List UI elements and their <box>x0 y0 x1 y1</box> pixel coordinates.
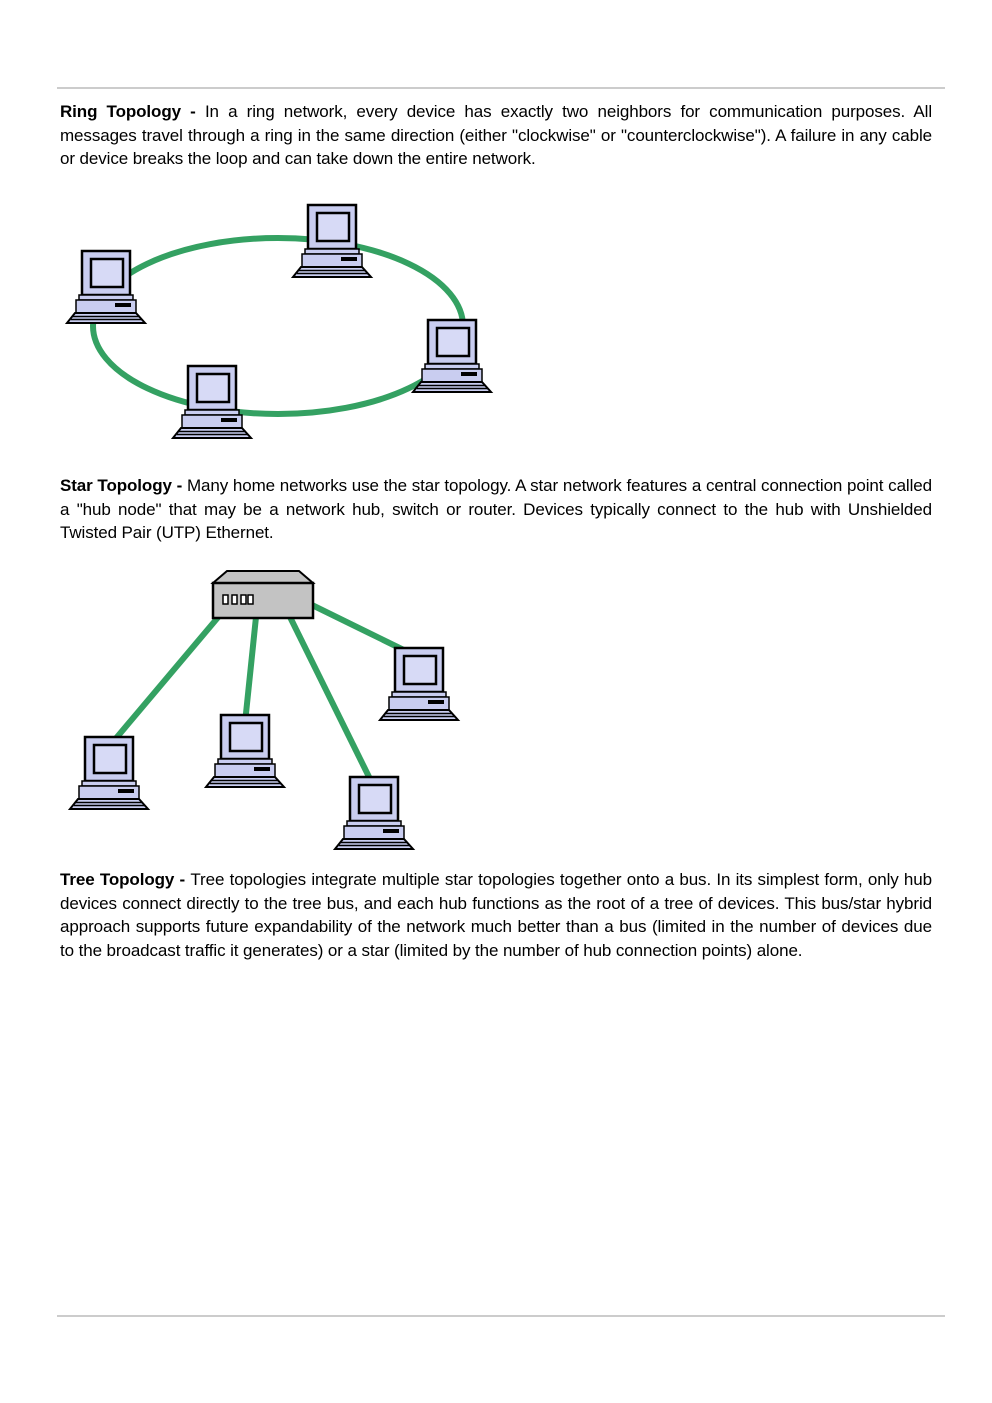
computer-icon <box>335 777 413 849</box>
hub-port <box>232 595 237 604</box>
ring-topology-diagram <box>60 200 500 452</box>
section-ring-topology <box>60 100 932 171</box>
computer-icon <box>67 251 145 323</box>
tree-section-heading: Tree Topology - <box>60 870 191 889</box>
computer-icon <box>70 737 148 809</box>
bottom-horizontal-rule <box>57 1315 945 1317</box>
hub-port <box>248 595 253 604</box>
ring-cable <box>93 238 463 414</box>
cable-line <box>245 617 256 723</box>
top-horizontal-rule <box>57 87 945 89</box>
computer-icon <box>206 715 284 787</box>
star-section-heading: Star Topology - <box>60 476 187 495</box>
ring-section-heading: Ring Topology - <box>60 102 205 121</box>
star-section-body: Many home networks use the star topology. A star network features a central connection point called a "hub node" that may be a network hub, switch or router. Devices typically connect to the hub with Unshielded Twisted Pair (UTP) Ethernet. <box>60 476 932 542</box>
hub-port <box>223 595 228 604</box>
cable-line <box>112 615 220 743</box>
ring-section-body: In a ring network, every device has exactly two neighbors for communication purposes. All messages travel through a ring in the same direction (either "clockwise" or "counterclockwise"). A failure in any cable or device breaks the loop and can take down the entire network. <box>60 102 932 168</box>
section-tree-topology <box>60 868 932 962</box>
star-topology-diagram <box>60 565 480 865</box>
hub-port <box>241 595 246 604</box>
computer-icon <box>413 320 491 392</box>
cable-line <box>290 617 373 785</box>
hub-icon <box>213 571 313 618</box>
computer-icon <box>380 648 458 720</box>
section-star-topology <box>60 474 932 545</box>
tree-section-body: Tree topologies integrate multiple star topologies together onto a bus. In its simplest form, only hub devices connect directly to the tree bus, and each hub functions as the root of a tree of devices. This bus/star hybrid approach supports future expandability of the network much better than a bus (limited in the number of devices due to the broadcast traffic it generates) or a star (limited by the number of hub connection points) alone. <box>60 870 932 960</box>
